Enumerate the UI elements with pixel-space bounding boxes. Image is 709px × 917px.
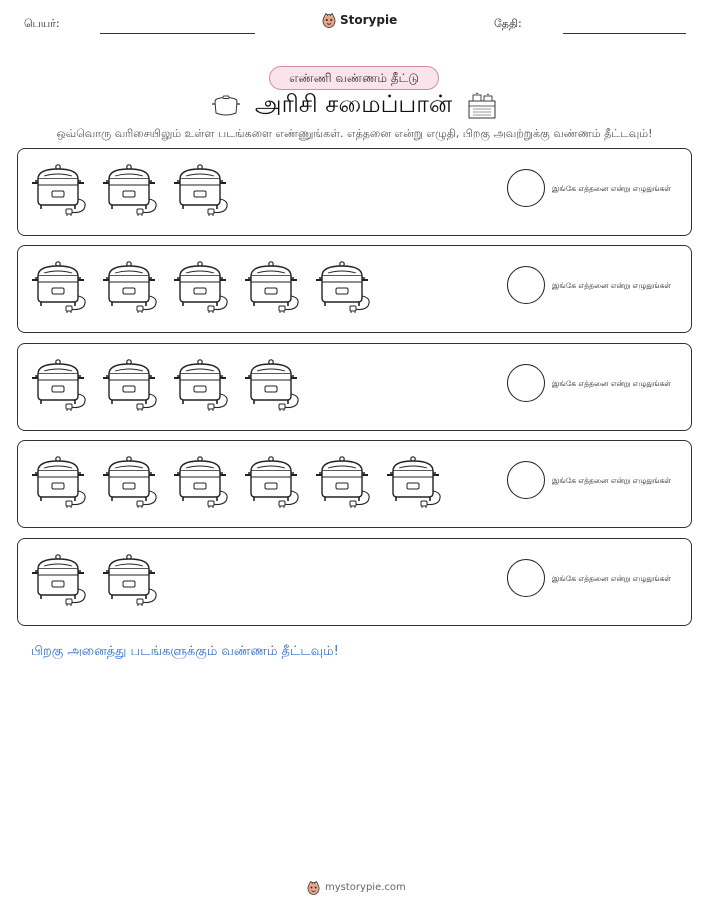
rice-cooker-icon [243,258,299,318]
rice-cooker-icon [172,258,228,318]
rice-cooker-icon [172,453,228,513]
footer-url: mystorypie.com [325,882,406,893]
answer-circle[interactable] [507,364,545,402]
counting-row-2 [17,245,692,333]
date-label: தேதி: [494,17,522,30]
rice-cooker-icon [385,453,441,513]
answer-hint: இங்கே எத்தனை என்று எழுதுங்கள் [552,574,672,583]
rice-cooker-icon [101,161,157,221]
rice-cooker-icon [30,258,86,318]
page-title: அரிசி சமைப்பான் [254,90,453,118]
counting-row-1 [17,148,692,236]
rice-cooker-icon [101,551,157,611]
storypie-mascot-icon [307,880,320,895]
pot-icon [211,94,241,118]
answer-hint: இங்கே எத்தனை என்று எழுதுங்கள் [552,476,672,485]
rice-cooker-icon [172,161,228,221]
answer-circle[interactable] [507,461,545,499]
brand-name: Storypie [340,13,398,27]
brand-logo [322,12,397,28]
title-row [0,90,709,121]
rice-cooker-icon [314,258,370,318]
answer-hint: இங்கே எத்தனை என்று எழுதுங்கள் [552,281,672,290]
cooker-group [30,551,157,611]
answer-hint: இங்கே எத்தனை என்று எழுதுங்கள் [552,379,672,388]
answer-circle[interactable] [507,266,545,304]
rice-cooker-icon [30,453,86,513]
name-label: பெயர்: [24,17,60,30]
answer-circle[interactable] [507,559,545,597]
storypie-mascot-icon [322,12,336,28]
activity-tag: எண்ணி வண்ணம் தீட்டு [269,66,439,90]
cooker-group [30,453,441,513]
rice-cooker-icon [243,356,299,416]
rice-cooker-icon [30,356,86,416]
date-line[interactable] [563,33,686,34]
answer-hint: இங்கே எத்தனை என்று எழுதுங்கள் [552,184,672,193]
instructions: ஒவ்வொரு வரிசையிலும் உள்ள படங்களை எண்ணுங்கள். எத்தனை என்று எழுதி, பிறகு அவற்றுக்கு வண்ணம் தீட்டவும்! [56,127,653,140]
cooker-group [30,161,228,221]
cooker-group [30,258,370,318]
rice-cooker-icon [243,453,299,513]
rice-cooker-icon [314,453,370,513]
rice-cooker-icon [101,356,157,416]
rice-cooker-icon [101,258,157,318]
stove-icon [466,92,498,120]
footer-note: பிறகு அனைத்து படங்களுக்கும் வண்ணம் தீட்டவும்! [31,644,339,659]
rice-cooker-icon [30,161,86,221]
name-line[interactable] [100,33,255,34]
cooker-group [30,356,299,416]
rice-cooker-icon [172,356,228,416]
footer [307,880,406,895]
counting-row-3 [17,343,692,431]
rice-cooker-icon [101,453,157,513]
rice-cooker-icon [30,551,86,611]
counting-row-4 [17,440,692,528]
counting-row-5 [17,538,692,626]
answer-circle[interactable] [507,169,545,207]
